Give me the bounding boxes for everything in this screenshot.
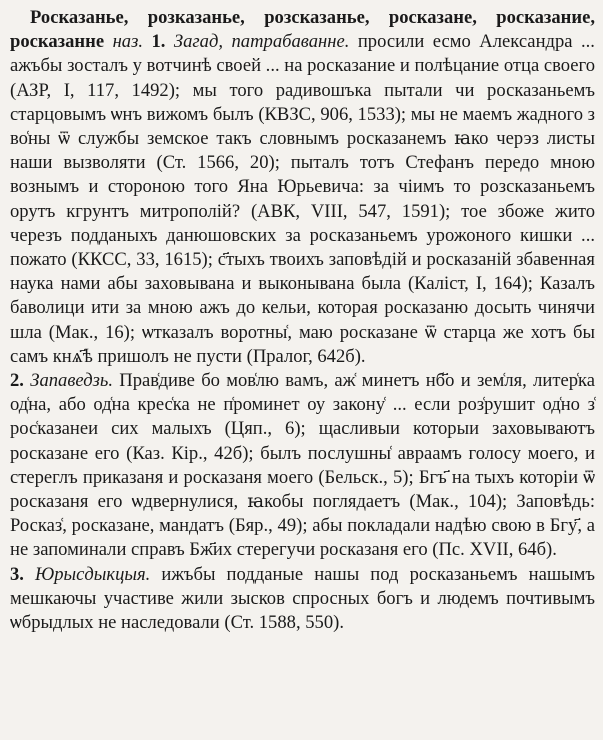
sense-definition: Загад, патрабаванне. xyxy=(173,31,350,53)
sense-definition: Запаведзь. xyxy=(30,370,113,392)
sense-2 xyxy=(10,369,595,563)
sense-1 xyxy=(10,6,595,369)
sense-number: 1. xyxy=(151,31,166,53)
sense-number: 3. xyxy=(10,563,24,585)
entry-headwords: Росказанье, розказанье, розсказанье, росказане, росказание, росказанне xyxy=(10,7,595,53)
sense-definition: Юрысдыкцыя. xyxy=(35,563,151,585)
sense-number: 2. xyxy=(10,370,24,392)
grammar-label: наз. xyxy=(112,31,143,53)
sense-text: просили есмо Александра ... ажъбы зосталъ у вотчинѣ своей ... на росказание и полѣцание отца своего (АЗР, I, 117, 1492); мы того радивошъка пытали чи росказаньемъ старцовымъ ѡнъ вижомъ былъ (КВЗС, 906, 1533); мы не маемъ жадного з во͑ны ѿ службы земское такъ словнымъ росказанемъ ꙗко черэз листы наши вызволяти (Ст. 1566, 20); пыталъ тотъ Стефанъ передо мною вознымъ и стороною того Яна Юрьевича: за чіимъ то розсказаньемъ орутъ кгрунтъ митрополій? (АВК, VIII, 547, 1591); тое збоже жито черезъ подданыхъ данюшовских за росказаньемъ урожоного кишки ... пожато (ККСС, 33, 1615); с҃тыхъ твоихъ заповѣдій и росказаній збавенная наука нами абы заховывана и выконывана была (Каліст, I, 164); Казалъ баволици ити за мною ажъ до кельи, которая росказаню досыть чинячи шла (Мак., 16); ѡтказалъ воротны͑, маю росказане ѿ старца же хотъ бы самъ кнѧ҃ѣ пришолъ не пусти (Пралог, 642б). xyxy=(10,31,595,367)
sense-3 xyxy=(10,563,595,636)
dictionary-entry xyxy=(10,6,595,635)
sense-text: ижъбы подданые нашы под росказаньемъ нашымъ мешкаючы участиве жили зысков спросных богъ и людемъ почтивымъ ѡбрыдлых не наследовали (Ст. 1588, 550). xyxy=(10,563,596,634)
sense-text: Прав͑диве бо мов͑лю вамъ, аж͑ минетъ нб҃о и зем͑ля, литер͑ка од͑на, або од͑на крес͑ка не п͑роминет оу закону͑ ... если роз͑рушит од͑но з͑ рос͑казанеи сих малыхъ (Цяп., 6); щасливыи которыи заховываютъ росказане его (Каз. Кір., 42б); былъ послушны͑ авраамъ голосу моего, и стерeглъ приказаня и росказаня моего (Бельск., 5); Бгъ҃ на тыхъ которіи ѿ росказаня его ѡдвернулися, ꙗкобы поглядаетъ (Мак., 104); Заповѣдь: Росказ͑, росказане, мандатъ (Бяр., 49); абы покладали надѣю свою в Бгу҃, а не запоминали справъ Бж҃их стерегучи росказаня его (Пс. XVII, 64б). xyxy=(10,370,595,561)
